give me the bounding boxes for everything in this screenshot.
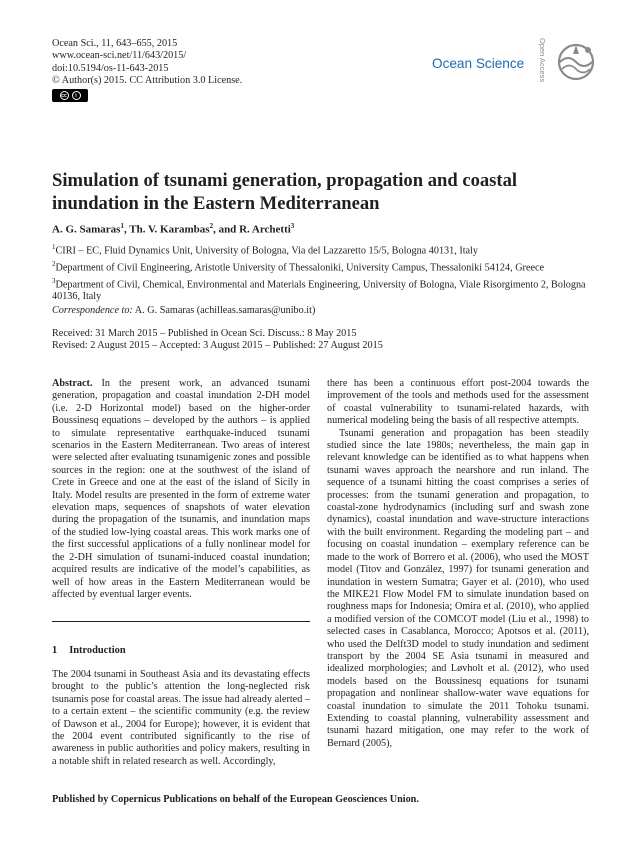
abstract [52,378,310,601]
affiliations [52,241,592,304]
publication-dates [52,328,383,353]
abstract-text: In the present work, an advanced tsunami generation, propagation and coastal inundation 2-DH model (i.e. 2-D Horizontal model) based on the higher-order Boussinesq equations – developed by the authors – is applied to simulate representative earthquake-induced tsunami scenarios in the Eastern Mediterranean. Two areas of interest were selected after evaluating tsunamigenic zones and possible sources in the region: one at the southwest of the island of Crete in Greece and one at the east of the island of Sicily in Italy. Model results are presented in the form of extreme water elevation maps, sequences of snapshots of water elevation during the propagation of the tsunamis, and inundation maps of the studied low-lying coastal areas. This work marks one of the first successful applications of a fully nonlinear model for the 2-DH simulation of tsunami-induced coastal inundation; acquired results are indicative of the model’s capabilities, as well of how areas in the Eastern Mediterranean would be affected by eventual larger events. [52,378,310,600]
journal-name: Ocean Science [432,56,525,71]
author-name: A. G. Samaras [52,223,121,236]
author-affiliation-mark: 1 [120,222,124,230]
author-affiliation-mark: 3 [290,222,295,230]
body-paragraph: there has been a continuous effort post-2004 towards the improvement of the tools and methods used for the assessment of coastal vulnerability to tsunami-related hazards, with numerical modeling being the basis of all respective attempts. [327,378,589,427]
author-name: Th. V. Karambas [129,223,210,236]
correspondence [52,305,315,316]
attribution-icon: i [72,91,81,100]
correspondence-text: A. G. Samaras (achilleas.samaras@unibo.it) [132,305,316,316]
affiliation-mark: 1 [52,243,56,251]
dates-line-1: Received: 31 March 2015 – Published in Ocean Sci. Discuss.: 8 May 2015 [52,328,357,339]
author-separator: , [123,223,130,236]
author-separator: , and [213,223,240,236]
section-number: 1 [52,645,58,656]
citation: Ocean Sci., 11, 643–655, 2015 [52,38,178,49]
section-heading [52,645,126,656]
correspondence-label: Correspondence to: [52,305,133,316]
affiliation-mark: 2 [52,259,56,268]
affiliation-text: CIRI – EC, Fluid Dynamics Unit, University of Bologna, Via del Lazzaretto 15/5, Bologna 40131, Italy [55,245,478,257]
abstract-divider [52,621,310,622]
author-list [52,222,294,236]
journal-url[interactable]: www.ocean-sci.net/11/643/2015/ [52,50,187,62]
affiliation-mark: 3 [52,276,56,285]
introduction-text: The 2004 tsunami in Southeast Asia and its devastating effects brought to the public’s attention the long-neglected risk tsunamis pose for coastal areas. The issue had already alerted – to a certain extent – the scientific community (e.g. the review of Dawson et al., 2004 for Europe); however, it is evident that the 2004 event contributed significantly to the rise of awareness in public authorities and policy makers, resulting in a notable shift in related research as well. Accordingly, [52,669,310,767]
introduction-paragraph [52,669,310,768]
ocean-science-logo-icon [546,32,606,92]
paper-title: Simulation of tsunami generation, propagation and coastal inundation in the Eastern Mediterranean [52,170,518,214]
cc-icon: cc [61,93,67,100]
author-name: R. Archetti [239,223,291,236]
affiliation-item [52,241,592,258]
article-metadata [52,38,242,102]
open-access-label [530,36,547,86]
body-paragraph: Tsunami generation and propagation has been steadily studied since the late 1980s; nevertheless, the main gap in relevant knowledge can be identified as to what happens when tsunami waves approach the nearshore and run inland. The sequence of a tsunami hitting the coast comprises a series of processes: from the tsunami generation and propagation, to coastal-zone hydrodynamics (including surf and swash zone dynamics), coastal inundation and wave-structure interactions with the built environment. Regarding the modeling part – and focusing on coastal inundation – exemplary reference can be made to the work of Borrero et al. (2006), who used the MOST model (Titov and González, 1997) for tsunami generation and inundation in western Sumatra; Gayer et al. (2010), who used the MIKE21 Flow Model FM to simulate inundation based on roughness maps for Indonesia; Omira et al. (2010), who applied a modified version of the COMCOT model (Liu et al., 1998) to selected cases in Casablanca, Morocco; Apotsos et al. (2011), who used the Delft3D model to study inundation and sediment transport by the 2004 SE Asia tsunami in measured and idealized morphologies; and Løvholt et al. (2012), who used models based on the Boussinesq equations for tsunami propagation and nonlinear shallow-water wave equations for coastal inundation to simulate the 2011 Tohoku tsunami. Extending to coastal planning, vulnerability assessment and tsunami hazard mitigation, one may refer to the work of Bernard (2005), [327,427,589,749]
doi[interactable]: doi:10.5194/os-11-643-2015 [52,62,169,74]
affiliation-item [52,275,592,304]
dates-line-2: Revised: 2 August 2015 – Accepted: 3 August 2015 – Published: 27 August 2015 [52,340,383,352]
affiliation-text: Department of Civil Engineering, Aristotle University of Thessaloniki, University Campus, Thessaloniki 54124, Greece [55,262,545,274]
affiliation-item [52,258,592,275]
right-column [327,378,589,750]
publisher-footer: Published by Copernicus Publications on behalf of the European Geosciences Union. [52,794,419,805]
author-affiliation-mark: 2 [209,222,214,230]
abstract-label: Abstract. [52,378,93,389]
open-access-text: Open Access [538,38,547,83]
affiliation-text: Department of Civil, Chemical, Environmental and Materials Engineering, University of Bologna, Viale Risorgimento 2, Bologna 40136, Italy [52,278,586,303]
creative-commons-by-icon[interactable] [52,89,88,102]
section-title: Introduction [69,645,126,656]
license-text: © Author(s) 2015. CC Attribution 3.0 License. [52,74,243,86]
